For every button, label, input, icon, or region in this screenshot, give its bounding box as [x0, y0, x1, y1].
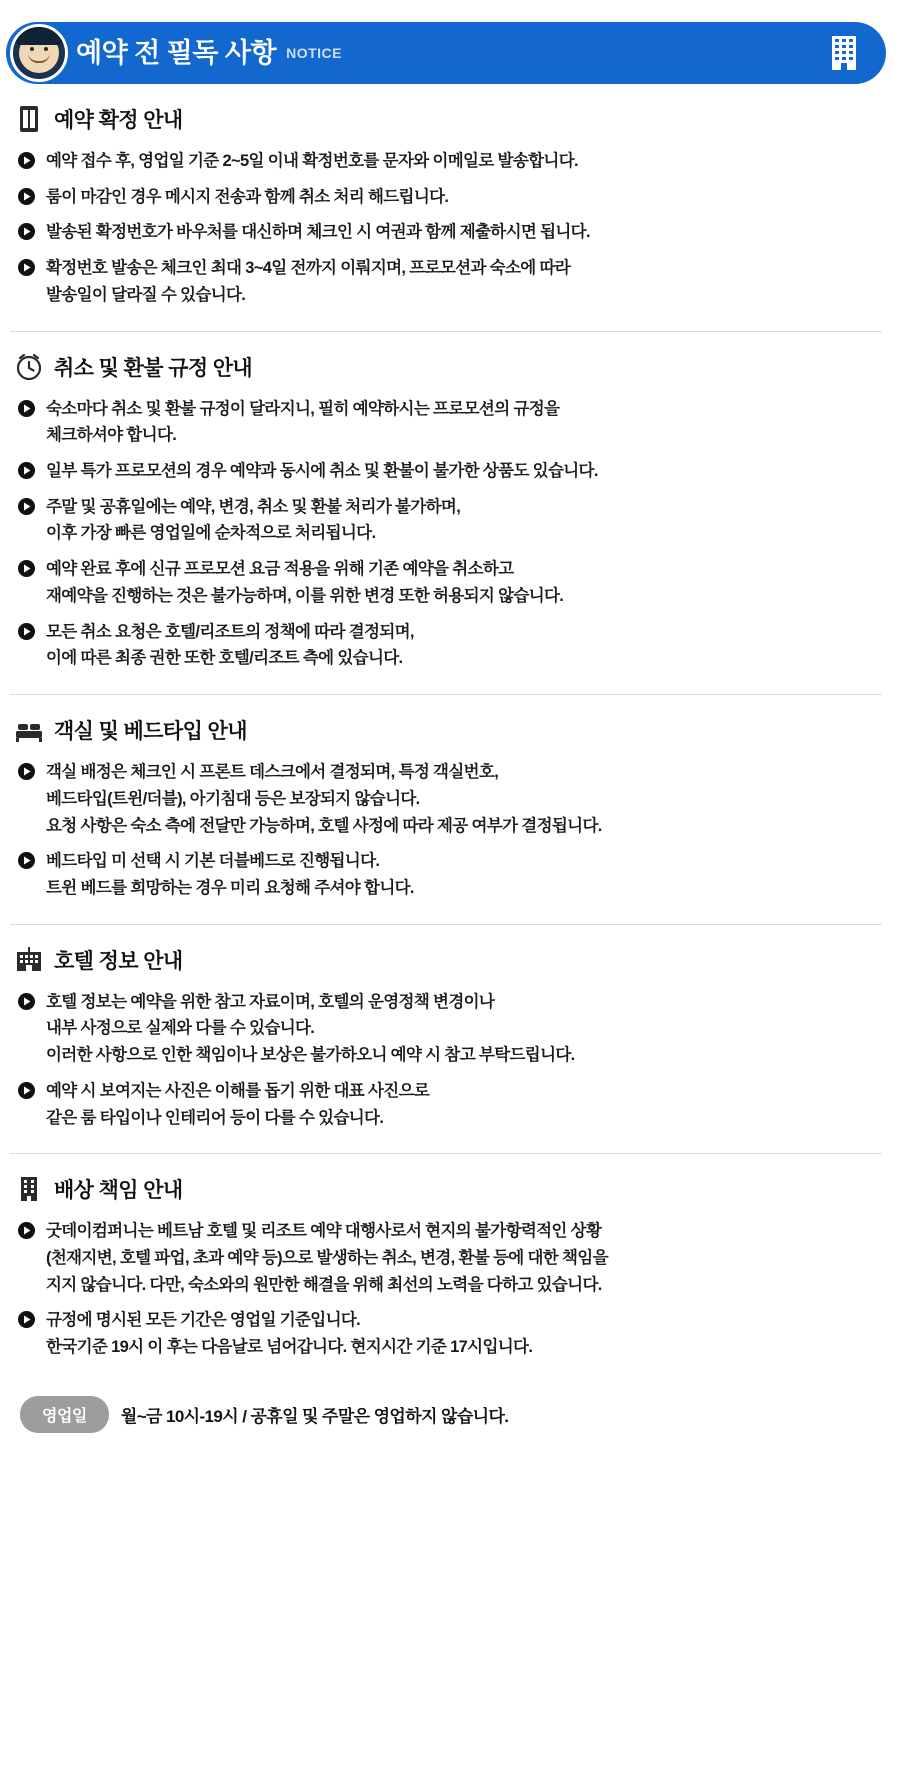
list-item-text — [46, 848, 414, 901]
text-line: 굿데이컴퍼니는 베트남 호텔 및 리조트 예약 대행사로서 현지의 불가항력적인 상황 — [46, 1222, 602, 1241]
list-item-text — [46, 759, 602, 839]
section-cancellation-refund — [10, 331, 882, 672]
text-line: 한국기준 19시 이 후는 다음날로 넘어갑니다. 현지시간 기준 17시입니다. — [46, 1338, 533, 1357]
list-item-text — [46, 396, 559, 449]
bed-icon — [14, 715, 44, 745]
section-hotel-info — [10, 924, 882, 1132]
play-bullet-icon — [18, 1082, 35, 1099]
list-item-text — [46, 1307, 532, 1360]
list-item-text — [46, 556, 563, 609]
list-item-text — [46, 184, 448, 211]
text-line: 요청 사항은 숙소 측에 전달만 가능하며, 호텔 사정에 따라 제공 여부가 결정됩니다. — [46, 816, 602, 835]
play-bullet-icon — [18, 623, 35, 640]
section-liability — [10, 1153, 882, 1361]
text-line: 예약 완료 후에 신규 프로모션 요금 적용을 위해 기존 예약을 취소하고 — [46, 560, 514, 579]
section-header — [10, 945, 882, 975]
text-line: 확정번호 발송은 체크인 최대 3~4일 전까지 이뤄지며, 프로모션과 숙소에 따라 — [46, 259, 571, 278]
list-item-text — [46, 619, 414, 672]
list-item — [10, 989, 882, 1069]
section-title: 배상 책임 안내 — [54, 1179, 183, 1203]
play-bullet-icon — [18, 152, 35, 169]
section-title: 호텔 정보 안내 — [54, 949, 183, 973]
list-item — [10, 1078, 882, 1131]
play-bullet-icon — [18, 462, 35, 479]
list-item — [10, 556, 882, 609]
list-item — [10, 1307, 882, 1360]
list-item — [10, 184, 882, 211]
text-line: 호텔 정보는 예약을 위한 참고 자료이며, 호텔의 운영정책 변경이나 — [46, 992, 495, 1011]
play-bullet-icon — [18, 560, 35, 577]
play-bullet-icon — [18, 852, 35, 869]
section-header — [10, 1174, 882, 1204]
list-item-text — [46, 1218, 608, 1298]
bullet-list — [10, 759, 882, 902]
section-reservation-confirm — [10, 84, 882, 309]
hotel-icon — [14, 945, 44, 975]
section-title: 예약 확정 안내 — [54, 109, 183, 132]
play-bullet-icon — [18, 993, 35, 1010]
play-bullet-icon — [18, 400, 35, 417]
alarm-clock-icon — [14, 352, 44, 382]
section-title: 객실 및 베드타입 안내 — [54, 720, 247, 744]
list-item — [10, 219, 882, 246]
text-line: 모든 취소 요청은 호텔/리조트의 정책에 따라 결정되며, — [46, 622, 414, 641]
play-bullet-icon — [18, 223, 35, 240]
text-line: 예약 시 보여지는 사진은 이해를 돕기 위한 대표 사진으로 — [46, 1081, 430, 1100]
business-hours-row — [10, 1370, 882, 1457]
play-bullet-icon — [18, 498, 35, 515]
bullet-list — [10, 1218, 882, 1361]
text-line: 숙소마다 취소 및 환불 규정이 달라지니, 필히 예약하시는 프로모션의 규정을 — [46, 399, 560, 418]
mascot-avatar-icon — [10, 24, 68, 82]
text-line: 같은 룸 타입이나 인테리어 등이 다를 수 있습니다. — [46, 1108, 384, 1127]
list-item — [10, 255, 882, 308]
play-bullet-icon — [18, 188, 35, 205]
list-item — [10, 396, 882, 449]
play-bullet-icon — [18, 1222, 35, 1239]
text-line: 예약 접수 후, 영업일 기준 2~5일 이내 확정번호를 문자와 이메일로 발송합니다. — [46, 152, 578, 170]
text-line: 이러한 사항으로 인한 책임이나 보상은 불가하오니 예약 시 참고 부탁드립니다. — [46, 1046, 575, 1065]
header-wrapper — [0, 0, 908, 84]
list-item — [10, 759, 882, 839]
section-header — [10, 104, 882, 134]
text-line: 발송된 확정번호가 바우처를 대신하며 체크인 시 여권과 함께 제출하시면 됩니다. — [46, 223, 590, 242]
text-line: 베드타입(트윈/더블), 아기침대 등은 보장되지 않습니다. — [46, 789, 420, 808]
text-line: 재예약을 진행하는 것은 불가능하며, 이를 위한 변경 또한 허용되지 않습니다. — [46, 586, 564, 605]
list-item-text — [46, 989, 575, 1069]
list-item — [10, 494, 882, 547]
list-item — [10, 148, 882, 175]
section-header — [10, 352, 882, 382]
play-bullet-icon — [18, 763, 35, 780]
text-line: 트윈 베드를 희망하는 경우 미리 요청해 주셔야 합니다. — [46, 878, 414, 897]
list-item — [10, 458, 882, 485]
page-subtitle: NOTICE — [286, 45, 342, 61]
hotel-building-icon — [826, 33, 862, 73]
building-icon — [14, 1174, 44, 1204]
section-room-bedtype — [10, 694, 882, 902]
text-line: 이후 가장 빠른 영업일에 순차적으로 처리됩니다. — [46, 524, 376, 543]
status-badge: 영업일 — [20, 1396, 109, 1433]
list-item — [10, 619, 882, 672]
text-line: 내부 사정으로 실제와 다를 수 있습니다. — [46, 1019, 315, 1038]
bullet-list — [10, 148, 882, 309]
text-line: 규정에 명시된 모든 기간은 영업일 기준입니다. — [46, 1311, 361, 1330]
text-line: 지지 않습니다. 다만, 숙소와의 원만한 해결을 위해 최선의 노력을 다하고 있습니다. — [46, 1275, 602, 1294]
list-item — [10, 1218, 882, 1298]
page-title: 예약 전 필독 사항 — [76, 37, 277, 68]
section-title: 취소 및 환불 규정 안내 — [54, 356, 253, 380]
list-item-text — [46, 458, 598, 485]
text-line: 이에 따른 최종 권한 또한 호텔/리조트 측에 있습니다. — [46, 649, 403, 668]
list-item — [10, 848, 882, 901]
list-item-text — [46, 219, 590, 246]
list-item-text — [46, 494, 460, 547]
page-header — [6, 22, 886, 84]
list-item-text — [46, 1078, 429, 1131]
elevator-icon — [14, 104, 44, 134]
text-line: 일부 특가 프로모션의 경우 예약과 동시에 취소 및 환불이 불가한 상품도 있습니다. — [46, 462, 598, 481]
text-line: 룸이 마감인 경우 메시지 전송과 함께 취소 처리 해드립니다. — [46, 187, 449, 206]
text-line: 베드타입 미 선택 시 기본 더블베드로 진행됩니다. — [46, 852, 380, 871]
bullet-list — [10, 396, 882, 672]
text-line: 객실 배정은 체크인 시 프론트 데스크에서 결정되며, 특정 객실번호, — [46, 763, 499, 782]
text-line: 발송일이 달라질 수 있습니다. — [46, 285, 246, 304]
play-bullet-icon — [18, 259, 35, 276]
text-line: 체크하셔야 합니다. — [46, 426, 177, 445]
list-item-text — [46, 148, 578, 175]
text-line: (천재지변, 호텔 파업, 초과 예약 등)으로 발생하는 취소, 변경, 환불 등에 대한 책임을 — [46, 1248, 608, 1267]
bullet-list — [10, 989, 882, 1132]
business-hours-text: 월~금 10시-19시 / 공휴일 및 주말은 영업하지 않습니다. — [120, 1406, 509, 1426]
section-header — [10, 715, 882, 745]
play-bullet-icon — [18, 1311, 35, 1328]
text-line: 주말 및 공휴일에는 예약, 변경, 취소 및 환불 처리가 불가하며, — [46, 497, 461, 516]
list-item-text — [46, 255, 570, 308]
notice-content — [0, 84, 908, 1457]
